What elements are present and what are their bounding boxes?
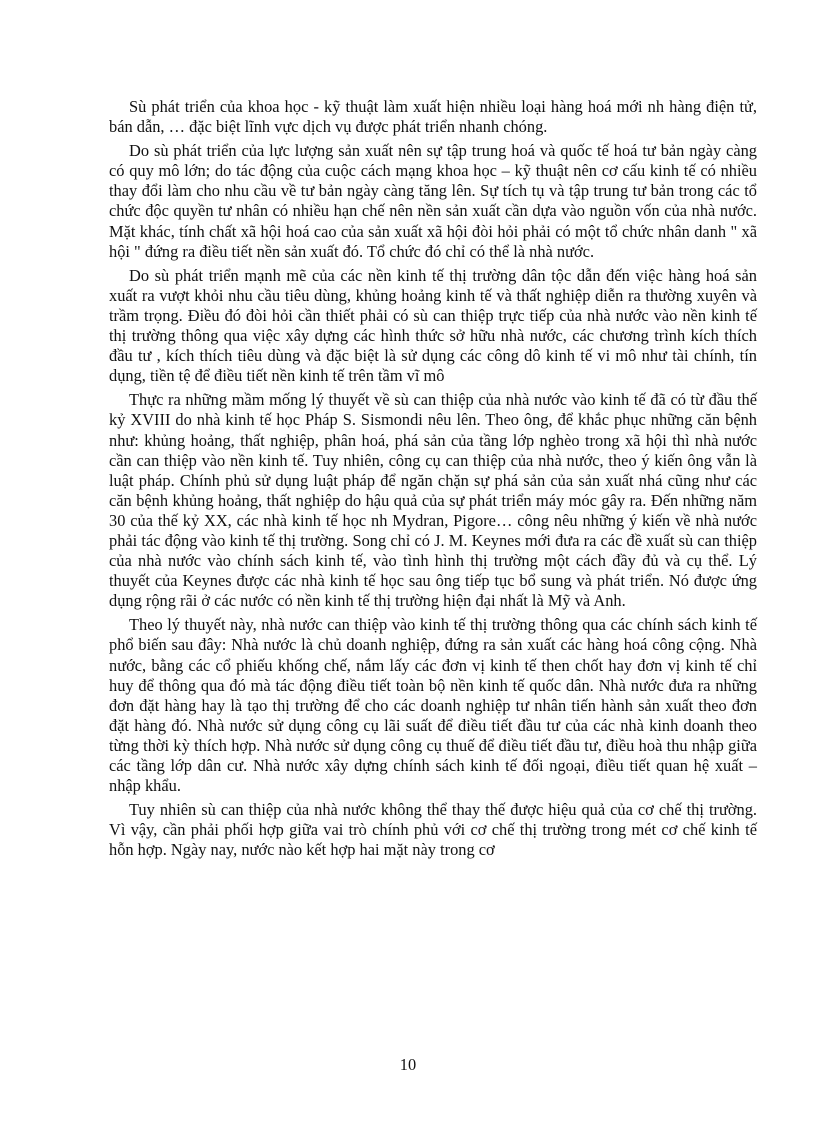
paragraph-2: Do sù phát triển của lực lượng sản xuất nên sự tập trung hoá và quốc tế hoá tư bản ngày càng có quy mô lớn; do tác động của cuộc cách mạng khoa học – kỹ thuật nên cơ cấu kinh tế có nhiều thay đổi làm cho nhu cầu về tư bản ngày càng tăng lên. Sự tích tụ và tập trung tư bản trong các tổ chức độc quyền tư nhân có nhiều hạn chế nên nền sản xuất cần dựa vào nguồn vốn của nhà nước. Mặt khác, tính chất xã hội hoá cao của sản xuất xã hội đòi hỏi phải có một tổ chức nhân danh " xã hội " đứng ra điều tiết nền sản xuất đó. Tổ chức đó chỉ có thể là nhà nước. (109, 141, 757, 261)
body-text (109, 97, 757, 864)
paragraph-1: Sù phát triển của khoa học - kỹ thuật làm xuất hiện nhiều loại hàng hoá mới nh hàng điện tử, bán dẫn, … đặc biệt lĩnh vực dịch vụ được phát triển nhanh chóng. (109, 97, 757, 137)
paragraph-5: Theo lý thuyết này, nhà nước can thiệp vào kinh tế thị trường thông qua các chính sách kinh tế phổ biến sau đây: Nhà nước là chủ doanh nghiệp, đứng ra sản xuất các hàng hoá công cộng. Nhà nước, bằng các cổ phiếu khống chế, nắm lấy các đơn vị kinh tế then chốt hay đơn vị kinh tế chỉ huy để thông qua đó mà tác động điều tiết toàn bộ nền kinh tế quốc dân. Nhà nước đưa ra những đơn đặt hàng hay là tạo thị trường để cho các doanh nghiệp tư nhân tiến hành sản xuất theo đơn đặt hàng đó. Nhà nước sử dụng công cụ lãi suất để điều tiết đầu tư của các nhà kinh doanh theo từng thời kỳ thích hợp. Nhà nước sử dụng công cụ thuế để điều tiết đầu tư, điều hoà thu nhập giữa các tầng lớp dân cư. Nhà nước xây dựng chính sách kinh tế đối ngoại, điều tiết quan hệ xuất – nhập khẩu. (109, 615, 757, 796)
paragraph-4: Thực ra những mầm mống lý thuyết về sù can thiệp của nhà nước vào kinh tế đã có từ đầu thế kỷ XVIII do nhà kinh tế học Pháp S. Sismondi nêu lên. Theo ông, để khắc phục những căn bệnh như: khủng hoảng, thất nghiệp, phân hoá, phá sản của tầng lớp nghèo trong xã hội thì nhà nước cần can thiệp vào nền kinh tế. Tuy nhiên, công cụ can thiệp của nhà nước, theo ý kiến ông vẫn là luật pháp. Chính phủ sử dụng luật pháp để ngăn chặn sự phá sản của sản xuất nhá cũng như các căn bệnh khủng hoảng, thất nghiệp do hậu quả của sự phát triển máy móc gây ra. Đến những năm 30 của thế kỷ XX, các nhà kinh tế học nh Mydran, Pigore… công nêu những ý kiến về nhà nước phải tác động vào kinh tế thị trường. Song chỉ có J. M. Keynes mới đưa ra các đề xuất sù can thiệp của nhà nước vào chính sách kinh tế, vào tình hình thị trường một cách đầy đủ và cụ thể. Lý thuyết của Keynes được các nhà kinh tế học sau ông tiếp tục bổ sung và phát triển. Nó được ứng dụng rộng rãi ở các nước có nền kinh tế thị trường hiện đại nhất là Mỹ và Anh. (109, 390, 757, 611)
paragraph-6: Tuy nhiên sù can thiệp của nhà nước không thể thay thế được hiệu quả của cơ chế thị trường. Vì vậy, cần phải phối hợp giữa vai trò chính phủ với cơ chế thị trường trong mét cơ chế kinh tế hỗn hợp. Ngày nay, nước nào kết hợp hai mặt này trong cơ (109, 800, 757, 860)
paragraph-3: Do sù phát triển mạnh mẽ của các nền kinh tế thị trường dân tộc dẫn đến việc hàng hoá sản xuất ra vượt khỏi nhu cầu tiêu dùng, khủng hoảng kinh tế và thất nghiệp diễn ra thường xuyên và trầm trọng. Điều đó đòi hỏi cần thiết phải có sù can thiệp trực tiếp của nhà nước vào nền kinh tế thị trường thông qua việc xây dựng các hình thức sở hữu nhà nước, các chương trình kích thích đầu tư , kích thích tiêu dùng và đặc biệt là sử dụng các công dô kinh tế vi mô như tài chính, tín dụng, tiền tệ để điều tiết nền kinh tế trên tầm vĩ mô (109, 265, 757, 386)
page-number: 10 (399, 1055, 417, 1074)
